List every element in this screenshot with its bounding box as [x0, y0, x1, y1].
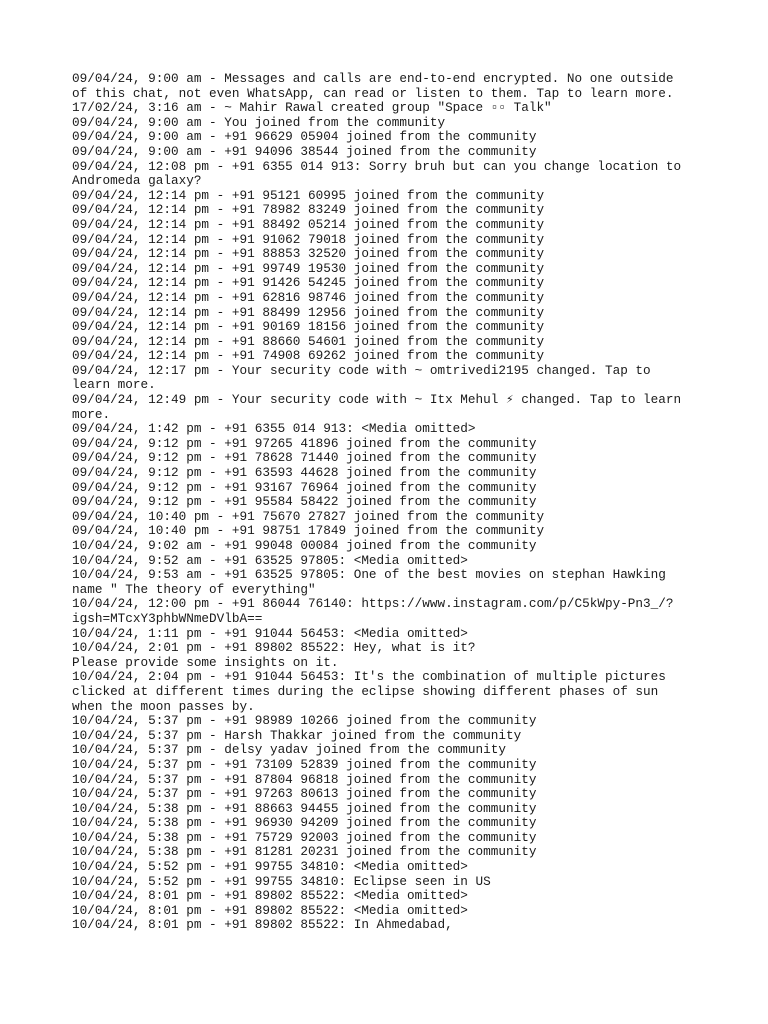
- chat-line: 10/04/24, 5:37 pm - +91 87804 96818 joined from the community: [72, 771, 537, 787]
- chat-line: 10/04/24, 9:02 am - +91 99048 00084 joined from the community: [72, 538, 537, 553]
- chat-line: 10/04/24, 5:52 pm - +91 99755 34810: Eclipse seen in US: [72, 873, 491, 889]
- chat-line: 09/04/24, 12:14 pm - +91 88660 54601 joined from the community: [72, 333, 545, 349]
- chat-line: 10/04/24, 5:38 pm - +91 88663 94455 joined from the community: [72, 800, 537, 816]
- chat-line: 10/04/24, 5:38 pm - +91 96930 94209 joined from the community: [72, 815, 537, 831]
- chat-line: 10/04/24, 5:37 pm - +91 97263 80613 joined from the community: [72, 786, 537, 802]
- chat-export-page: [72, 72, 696, 933]
- chat-line: 09/04/24, 9:00 am - You joined from the community: [72, 114, 446, 130]
- chat-line: 09/04/24, 12:14 pm - +91 99749 19530 joined from the community: [72, 260, 545, 276]
- chat-line: 09/04/24, 9:00 am - +91 94096 38544 joined from the community: [72, 143, 537, 159]
- chat-line: 09/04/24, 12:08 pm - +91 6355 014 913: Sorry bruh but can you change location to Andromeda galaxy?: [72, 158, 689, 189]
- chat-line: 09/04/24, 12:14 pm - +91 95121 60995 joined from the community: [72, 187, 545, 203]
- chat-line: 09/04/24, 12:14 pm - +91 88492 05214 joined from the community: [72, 216, 545, 232]
- chat-line: 10/04/24, 5:37 pm - delsy yadav joined from the community: [72, 742, 506, 758]
- chat-line: 10/04/24, 2:01 pm - +91 89802 85522: Hey, what is it? Please provide some insights on it.: [72, 640, 476, 670]
- chat-line: 10/04/24, 1:11 pm - +91 91044 56453: <Media omitted>: [72, 625, 468, 641]
- chat-line-with-link: 10/04/24, 12:00 pm - +91 86044 76140: https://www.instagram.com/p/C5kWpy-Pn3_/?igsh=MTcxY3phbWNmeDVlbA==: [72, 596, 674, 626]
- chat-line: 09/04/24, 1:42 pm - +91 6355 014 913: <Media omitted>: [72, 421, 476, 437]
- chat-line: 10/04/24, 5:37 pm - +91 98989 10266 joined from the community: [72, 713, 537, 729]
- chat-line: 10/04/24, 2:04 pm - +91 91044 56453: It's the combination of multiple pictures clicked at different times during the eclipse showing different phases of sun when the moon passes by.: [72, 669, 674, 714]
- chat-line: 09/04/24, 12:14 pm - +91 88853 32520 joined from the community: [72, 246, 545, 262]
- chat-line: 09/04/24, 10:40 pm - +91 98751 17849 joined from the community: [72, 523, 545, 539]
- chat-line: 10/04/24, 5:38 pm - +91 75729 92003 joined from the community: [72, 829, 537, 845]
- chat-line: 09/04/24, 12:14 pm - +91 91062 79018 joined from the community: [72, 231, 545, 247]
- chat-line: 10/04/24, 8:01 pm - +91 89802 85522: In Ahmedabad,: [72, 917, 453, 933]
- chat-line: 09/04/24, 9:00 am - +91 96629 05904 joined from the community: [72, 129, 537, 145]
- chat-line: 09/04/24, 9:00 am - Messages and calls are end-to-end encrypted. No one outside of this chat, not even WhatsApp, can read or listen to them. Tap to learn more.: [72, 71, 682, 101]
- chat-line: 09/04/24, 12:17 pm - Your security code with ~ omtrivedi2195 changed. Tap to learn more.: [72, 362, 659, 393]
- chat-line: 10/04/24, 5:37 pm - +91 73109 52839 joined from the community: [72, 756, 537, 772]
- chat-line: 09/04/24, 12:14 pm - +91 90169 18156 joined from the community: [72, 319, 545, 335]
- chat-line: 10/04/24, 5:37 pm - Harsh Thakkar joined from the community: [72, 727, 522, 743]
- chat-line: 09/04/24, 9:12 pm - +91 93167 76964 joined from the community: [72, 479, 537, 495]
- chat-line: 09/04/24, 9:12 pm - +91 95584 58422 joined from the community: [72, 494, 537, 510]
- chat-line: 09/04/24, 10:40 pm - +91 75670 27827 joined from the community: [72, 508, 545, 524]
- chat-line: 09/04/24, 12:14 pm - +91 74908 69262 joined from the community: [72, 348, 545, 364]
- chat-line: 09/04/24, 9:12 pm - +91 78628 71440 joined from the community: [72, 450, 537, 466]
- chat-line: 10/04/24, 8:01 pm - +91 89802 85522: <Media omitted>: [72, 888, 468, 904]
- chat-line: 09/04/24, 12:14 pm - +91 88499 12956 joined from the community: [72, 304, 545, 320]
- chat-line: 09/04/24, 9:12 pm - +91 63593 44628 joined from the community: [72, 465, 537, 481]
- chat-line: 09/04/24, 12:14 pm - +91 62816 98746 joined from the community: [72, 289, 545, 305]
- chat-line: 09/04/24, 12:14 pm - +91 78982 83249 joined from the community: [72, 202, 545, 218]
- chat-line: 10/04/24, 5:52 pm - +91 99755 34810: <Media omitted>: [72, 859, 468, 875]
- chat-line: 10/04/24, 8:01 pm - +91 89802 85522: <Media omitted>: [72, 902, 468, 918]
- chat-line: 09/04/24, 9:12 pm - +91 97265 41896 joined from the community: [72, 435, 537, 451]
- chat-line: 17/02/24, 3:16 am - ~ Mahir Rawal created group "Space ▫▫ Talk": [72, 100, 552, 116]
- chat-line: 10/04/24, 9:53 am - +91 63525 97805: One of the best movies on stephan Hawking name " The theory of everything": [72, 567, 674, 597]
- chat-line: 09/04/24, 12:14 pm - +91 91426 54245 joined from the community: [72, 275, 545, 291]
- chat-line: 10/04/24, 9:52 am - +91 63525 97805: <Media omitted>: [72, 552, 468, 568]
- chat-line: 09/04/24, 12:49 pm - Your security code with ~ Itx Mehul ⚡ changed. Tap to learn more.: [72, 392, 689, 422]
- chat-line: 10/04/24, 5:38 pm - +91 81281 20231 joined from the community: [72, 844, 537, 860]
